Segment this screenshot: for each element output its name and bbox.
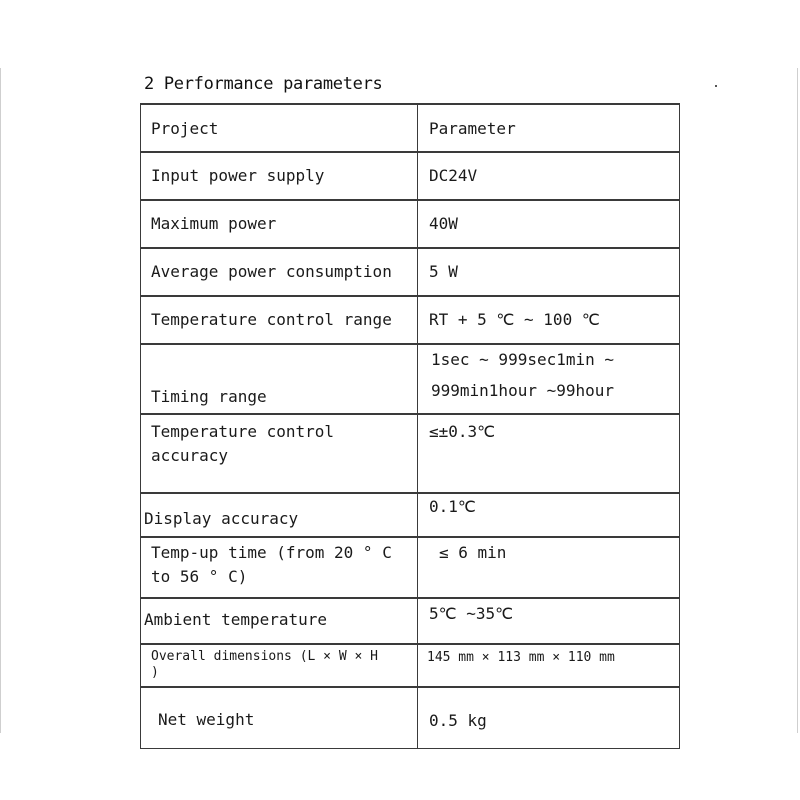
row-value: RT + 5 ℃ ~ 100 ℃ [429, 310, 600, 329]
row-value: 0.5 kg [429, 711, 487, 730]
row-value: 0.1℃ [429, 497, 476, 516]
row-param: Input power supply [151, 166, 325, 185]
table-row [140, 247, 680, 295]
scan-speck [715, 85, 717, 87]
row-value: ≤±0.3℃ [429, 422, 496, 441]
table-header-row [140, 103, 680, 151]
row-param-line1: Overall dimensions (L × W × H [151, 649, 378, 664]
row-param: Maximum power [151, 214, 277, 233]
table-row [140, 643, 680, 686]
row-param-line2: to 56 ° C) [151, 567, 248, 586]
row-param-line1: Temperature control [151, 422, 335, 441]
table-row [140, 413, 680, 492]
table-row [140, 597, 680, 643]
table-row [140, 151, 680, 199]
row-param: Timing range [151, 387, 267, 406]
table-row [140, 295, 680, 343]
row-value: 5℃ ~35℃ [429, 604, 514, 623]
section-heading: 2 Performance parameters [144, 74, 383, 94]
row-value: 5 W [429, 262, 458, 281]
page-edge-right [797, 68, 798, 733]
table-row [140, 343, 680, 413]
row-param-line1: Temp-up time (from 20 ° C [151, 543, 392, 562]
row-value: 40W [429, 214, 458, 233]
row-param-line2: accuracy [151, 446, 229, 465]
row-value: DC24V [429, 166, 478, 185]
header-project: Project [151, 119, 219, 138]
row-value-line2: 999min1hour ~99hour [431, 381, 615, 400]
row-param: Display accuracy [144, 509, 299, 528]
row-param: Average power consumption [151, 262, 392, 281]
row-value-line1: 1sec ~ 999sec1min ~ [431, 350, 615, 369]
table-row [140, 536, 680, 597]
row-value: 145 mm × 113 mm × 110 mm [427, 650, 615, 665]
page-edge-left [0, 68, 1, 733]
table-row [140, 199, 680, 247]
header-parameter: Parameter [429, 119, 516, 138]
table-row [140, 686, 680, 749]
row-param: Ambient temperature [144, 610, 328, 629]
row-value: ≤ 6 min [439, 543, 507, 562]
row-param-line2: ) [151, 665, 159, 680]
row-param: Temperature control range [151, 310, 392, 329]
row-param: Net weight [158, 710, 255, 729]
table-row [140, 492, 680, 536]
performance-table [140, 103, 680, 749]
